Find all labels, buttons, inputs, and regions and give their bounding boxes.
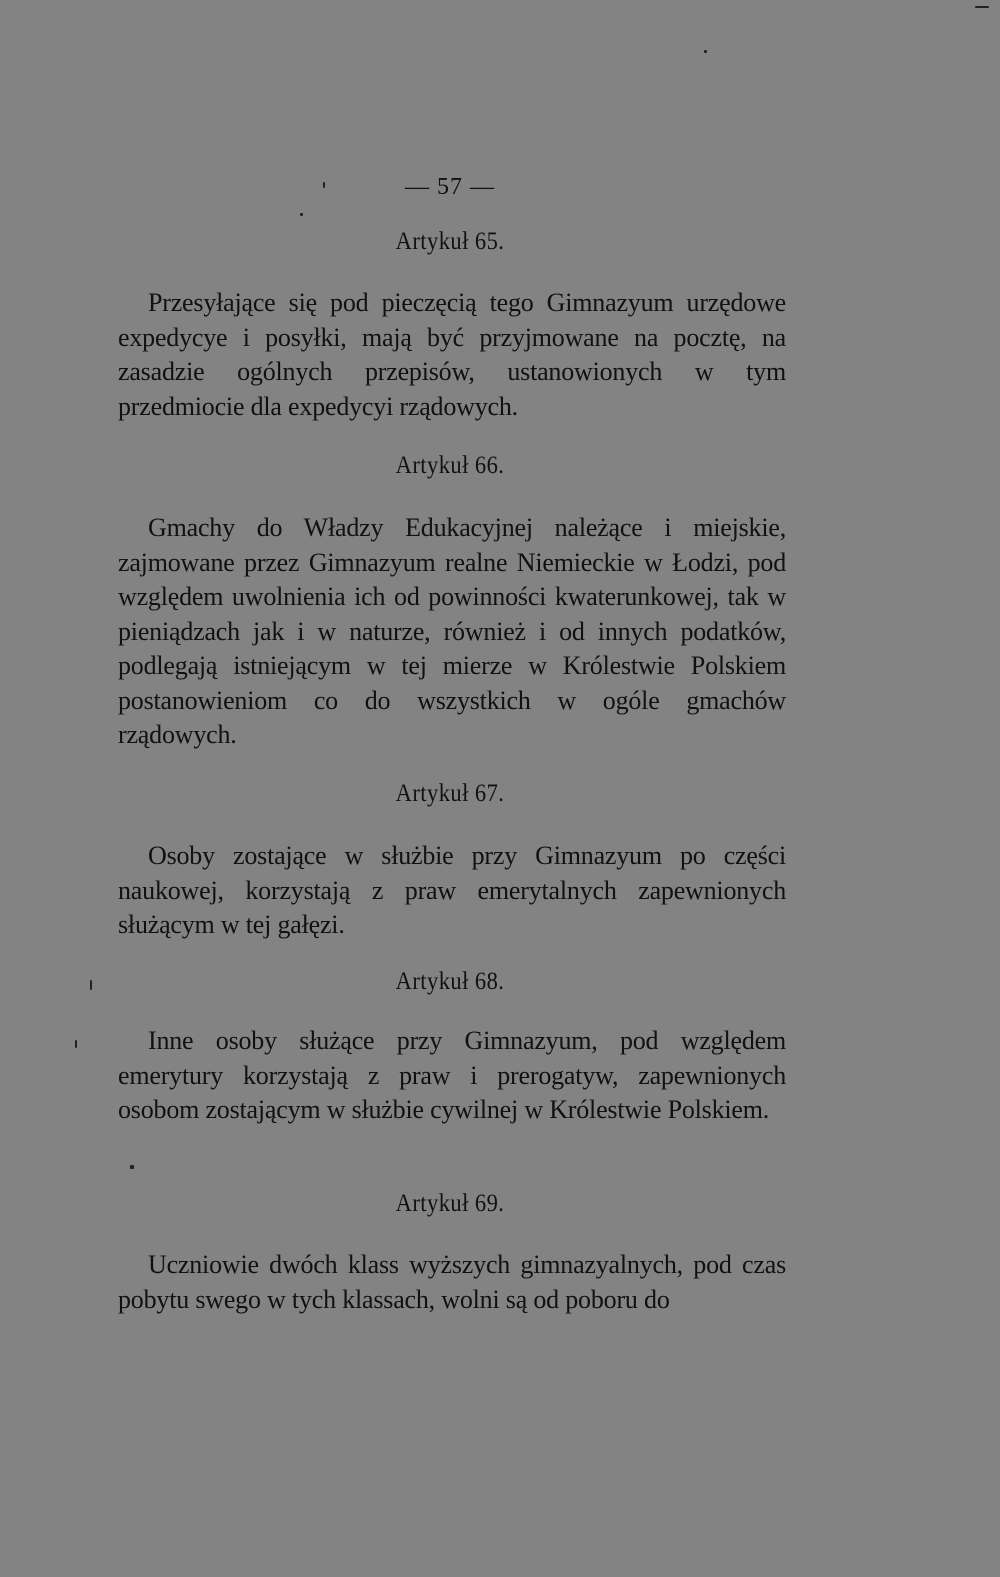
scan-speck bbox=[130, 1165, 134, 1169]
article-65-heading: Artykuł 65. bbox=[395, 228, 505, 255]
scan-speck bbox=[323, 182, 325, 188]
article-68-heading: Artykuł 68. bbox=[395, 968, 505, 995]
scan-speck bbox=[90, 980, 92, 990]
scan-speck bbox=[300, 213, 303, 216]
article-67-heading: Artykuł 67. bbox=[395, 780, 505, 807]
scan-speck bbox=[704, 50, 707, 53]
scan-speck bbox=[75, 1040, 77, 1048]
article-68-text: Inne osoby służące przy Gimnazyum, pod względem emerytury korzystają z praw i prerogatyw, zapewnionych osobom zostającym w służbie cywilnej w Królestwie Polskiem. bbox=[118, 1026, 786, 1124]
page-number: — 57 — bbox=[405, 174, 495, 200]
article-69-text: Uczniowie dwóch klass wyższych gimnazyalnych, pod czas pobytu swego w tych klassach, wolni są od poboru do bbox=[118, 1250, 786, 1314]
article-65-text: Przesyłające się pod pieczęcią tego Gimnazyum urzędowe expedycye i posyłki, mają być przyjmowane na pocztę, na zasadzie ogólnych przepisów, ustanowionych w tym przedmiocie dla expedycyi rządowych. bbox=[118, 288, 786, 421]
scan-speck bbox=[975, 6, 989, 8]
article-67-text: Osoby zostające w służbie przy Gimnazyum po części naukowej, korzystają z praw emerytalnych zapewnionych służącym w tej gałęzi. bbox=[118, 841, 786, 939]
article-66-text: Gmachy do Władzy Edukacyjnej należące i miejskie, zajmowane przez Gimnazyum realne Niemieckie w Łodzi, pod względem uwolnienia ich od powinności kwaterunkowej, tak w pieniądzach jak i w naturze, również i od innych podatków, podlegają istniejącym w tej mierze w Królestwie Polskiem postanowieniom co do wszystkich w ogóle gmachów rządowych. bbox=[118, 513, 786, 749]
article-69-heading: Artykuł 69. bbox=[395, 1190, 505, 1217]
article-66-heading: Artykuł 66. bbox=[395, 452, 505, 479]
